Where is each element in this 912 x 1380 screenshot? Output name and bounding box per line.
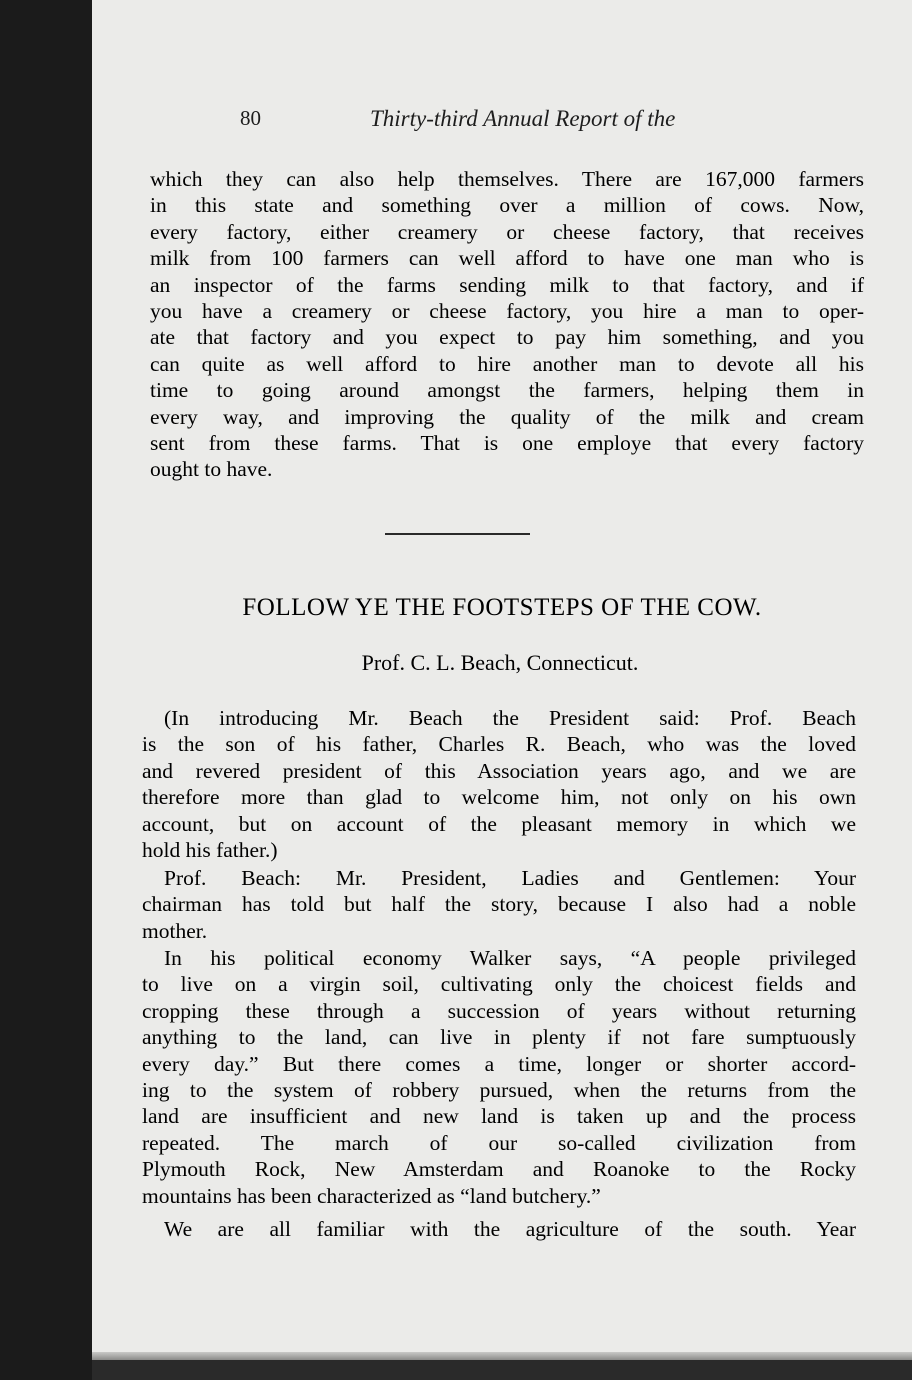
paragraph-1 [150, 166, 864, 483]
text-line: chairman has told but half the story, because I also had a noble [142, 892, 856, 917]
text-line: anything to the land, can live in plenty if not fare sumptuously [142, 1025, 856, 1050]
text-line: milk from 100 farmers can well afford to have one man who is [150, 246, 864, 271]
running-title: Thirty-third Annual Report of the [370, 106, 676, 131]
text-line: repeated. The march of our so-called civilization from [142, 1130, 856, 1155]
text-line: time to going around amongst the farmers, helping them in [150, 378, 864, 403]
paragraph-3 [142, 865, 856, 944]
paragraph-2 [142, 705, 856, 863]
text-line: sent from these farms. That is one employe that every factory [150, 431, 864, 456]
text-line: Plymouth Rock, New Amsterdam and Roanoke to the Rocky [142, 1157, 856, 1182]
text-line: every factory, either creamery or cheese factory, that receives [150, 219, 864, 244]
text-line: every way, and improving the quality of the milk and cream [150, 404, 864, 429]
text-line: in this state and something over a million of cows. Now, [150, 193, 864, 218]
text-line: cropping these through a succession of years without returning [142, 998, 856, 1023]
text-line: to live on a virgin soil, cultivating only the choicest fields and [142, 972, 856, 997]
text-line: ing to the system of robbery pursued, when the returns from the [142, 1078, 856, 1103]
section-title: FOLLOW YE THE FOOTSTEPS OF THE COW. [242, 594, 762, 621]
page-number: 80 [240, 106, 261, 130]
text-line: land are insufficient and new land is taken up and the process [142, 1104, 856, 1129]
section-divider [385, 533, 530, 535]
paragraph-5 [142, 1216, 856, 1242]
text-line: therefore more than glad to welcome him, not only on his own [142, 785, 856, 810]
author-line: Prof. C. L. Beach, Connecticut. [361, 650, 639, 675]
text-line: which they can also help themselves. There are 167,000 farmers [150, 167, 864, 191]
text-line: mother. [142, 918, 208, 943]
scan-edge [92, 1360, 912, 1380]
text-line: account, but on account of the pleasant memory in which we [142, 811, 856, 836]
text-line: every day.” But there comes a time, longer or shorter accord- [142, 1051, 856, 1076]
paragraph-4 [142, 945, 856, 1209]
text-line: In his political economy Walker says, “A people privileged [164, 946, 856, 970]
text-line: can quite as well afford to hire another man to devote all his [150, 351, 864, 376]
text-line: Prof. Beach: Mr. President, Ladies and Gentlemen: Your [164, 866, 856, 890]
text-line: We are all familiar with the agriculture of the south. Year [164, 1217, 856, 1241]
text-line: hold his father.) [142, 838, 278, 863]
text-line: you have a creamery or cheese factory, you hire a man to oper- [150, 299, 864, 324]
text-line: ought to have. [150, 457, 273, 482]
text-line: and revered president of this Association years ago, and we are [142, 758, 856, 783]
text-line: (In introducing Mr. Beach the President said: Prof. Beach [164, 706, 856, 730]
text-line: an inspector of the farms sending milk to that factory, and if [150, 272, 864, 297]
running-header [240, 106, 840, 146]
text-line: is the son of his father, Charles R. Beach, who was the loved [142, 732, 856, 757]
text-line: mountains has been characterized as “land butchery.” [142, 1183, 601, 1208]
text-line: ate that factory and you expect to pay him something, and you [150, 325, 864, 350]
